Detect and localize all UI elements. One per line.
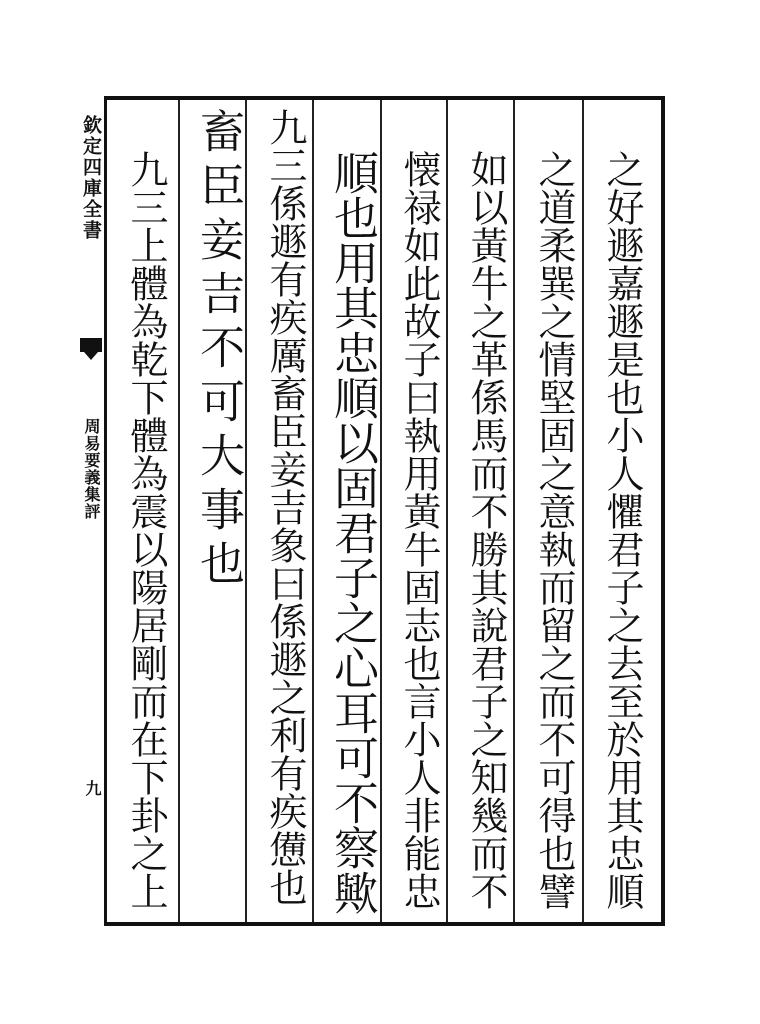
text-column-1: 之好遯嘉遯是也小人懼君子之去至於用其忠順 bbox=[600, 150, 644, 910]
column-rule bbox=[380, 100, 382, 922]
book-title: 欽定四庫全書 bbox=[80, 115, 102, 241]
page-number: 九 bbox=[83, 780, 102, 796]
text-column-7: 畜臣妾吉不可大事也 bbox=[192, 108, 245, 594]
text-column-4: 懐禄如此故子曰執用黃牛固志也言小人非能忠 bbox=[397, 150, 441, 910]
column-rule bbox=[582, 100, 584, 922]
text-column-3: 如以黃牛之革係馬而不勝其說君子之知幾而不 bbox=[464, 150, 508, 910]
page-frame-left-rule bbox=[104, 96, 107, 926]
text-column-8: 九三上體為乾下體為震以陽居剛而在下卦之上 bbox=[124, 150, 168, 910]
text-column-5: 順也用其忠順以固君子之心耳可不察歟 bbox=[326, 150, 379, 915]
text-column-6: 九三係遯有疾厲畜臣妾吉象曰係遯之利有疾憊也 bbox=[263, 108, 307, 906]
text-column-2: 之道柔巽之情堅固之意執而留之而不可得也譬 bbox=[532, 150, 576, 910]
column-rule bbox=[178, 100, 180, 922]
work-title: 周易要義集評 bbox=[82, 418, 101, 520]
fish-tail-mark bbox=[80, 338, 102, 352]
